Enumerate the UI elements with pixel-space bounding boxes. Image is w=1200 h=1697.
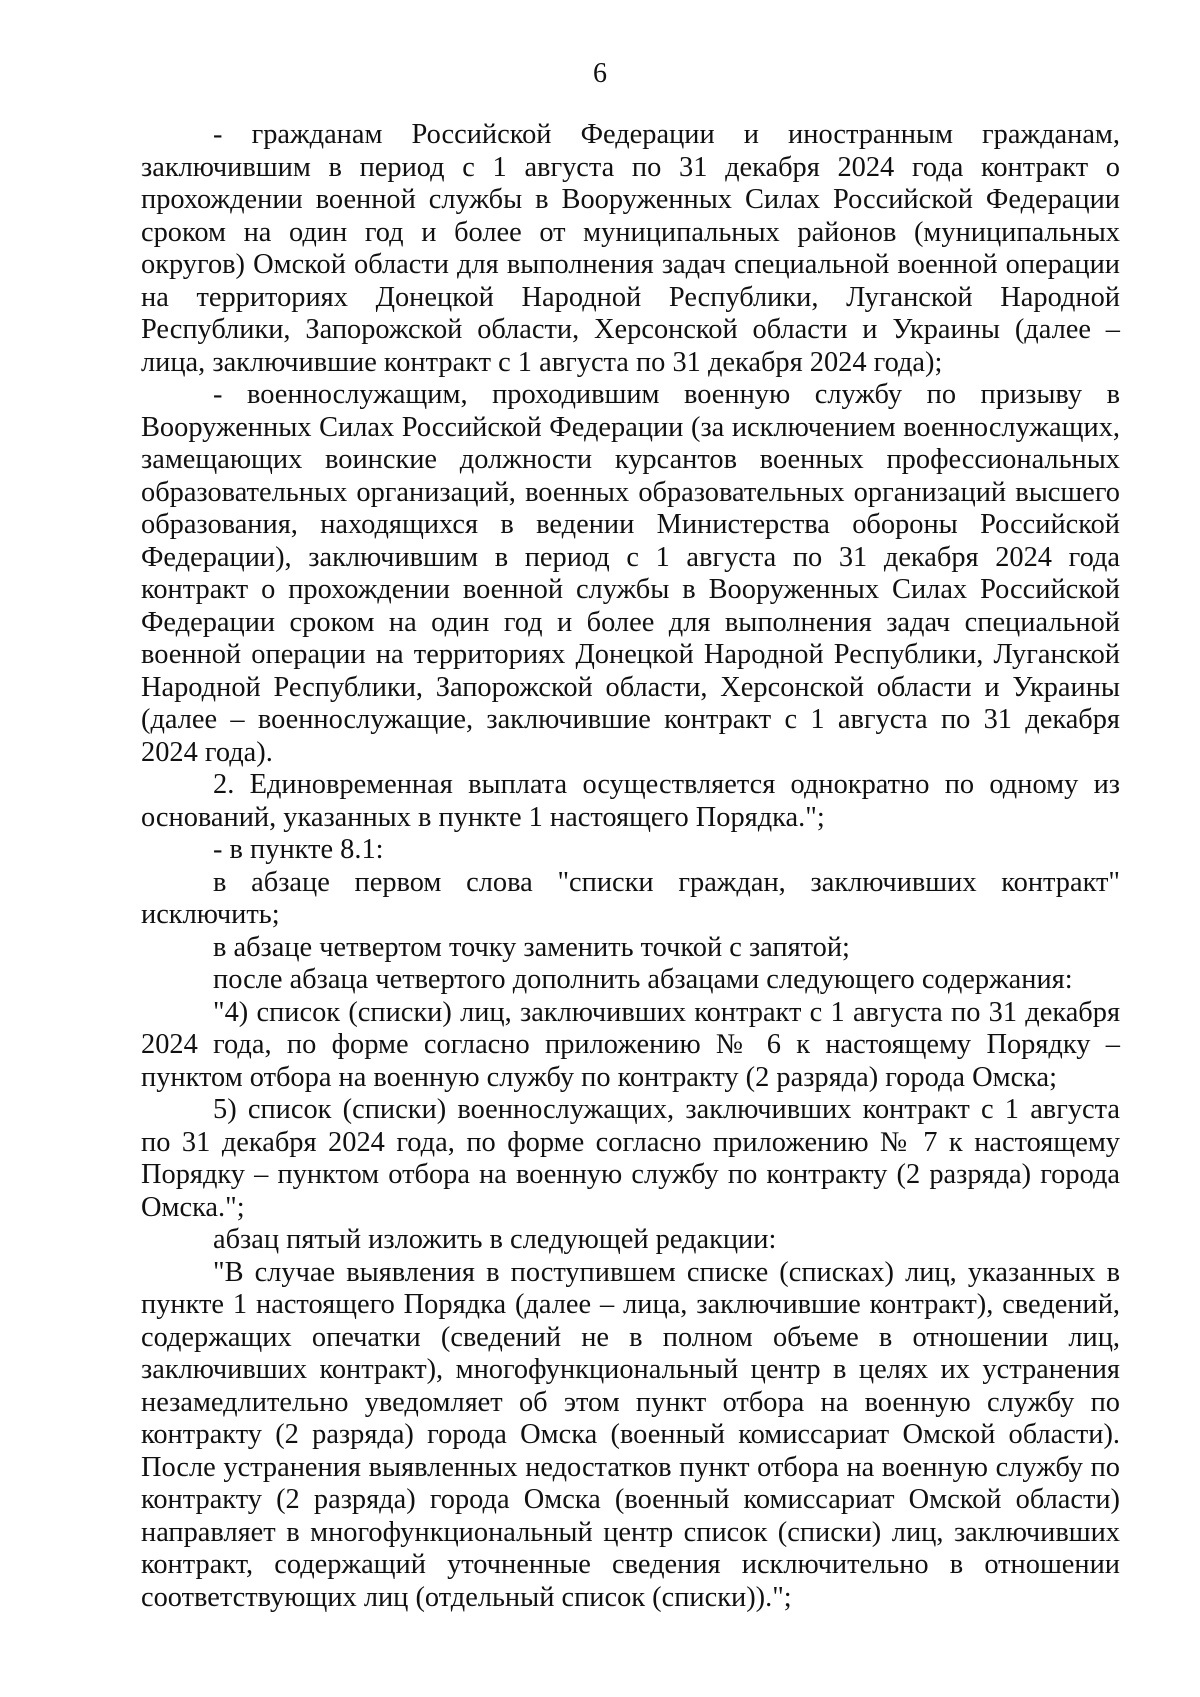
paragraph-item-2-single-payment: 2. Единовременная выплата осуществляется однократно по одному из оснований, указанных в пункте 1 настоящего Порядка."; <box>141 769 1120 833</box>
paragraph-fourth-abzats-amendment: в абзаце четвертом точку заменить точкой с запятой; <box>213 931 850 963</box>
paragraph-citizens-contract: - гражданам Российской Федерации и иностранным гражданам, заключившим в период с 1 августа по 31 декабря 2024 года контракт о прохождении военной службы в Вооруженных Силах Российской Федерации сроком на один год и более от муниципальных районов (муниципальных округов) Омской области для выполнения задач специальной военной операции на территориях Донецкой Народной Республики, Луганской Народной Республики, Запорожской области, Херсонской области и Украины (далее – лица, заключившие контракт с 1 августа по 31 декабря 2024 года); <box>141 119 1120 378</box>
paragraph-addition-intro: после абзаца четвертого дополнить абзацами следующего содержания: <box>213 964 1073 995</box>
paragraph-list-item-5: 5) список (списки) военнослужащих, заключивших контракт с 1 августа по 31 декабря 2024 года, по форме согласно приложению № 7 к настоящему Порядку – пунктом отбора на военную службу по контракту (2 разряда) города Омска."; <box>141 1094 1120 1223</box>
paragraph-list-item-4: "4) список (списки) лиц, заключивших контракт с 1 августа по 31 декабря 2024 года, по форме согласно приложению № 6 к настоящему Порядку – пунктом отбора на военную службу по контракту (2 разряда) города Омска; <box>141 996 1120 1093</box>
paragraph-fifth-abzats-new-text: "В случае выявления в поступившем списке (списках) лиц, указанных в пункте 1 настоящего Порядка (далее – лица, заключившие контракт), сведений, содержащих опечатки (сведений не в полном объеме в отношении лиц, заключивших контракт), многофункциональный центр в целях их устранения незамедлительно уведомляет об этом пункт отбора на военную службу по контракту (2 разряда) города Омска (военный комиссариат Омской области). После устранения выявленных недостатков пункт отбора на военную службу по контракту (2 разряда) города Омска (военный комиссариат Омской области) направляет в многофункциональный центр список (списки) лиц, заключивших контракт, содержащий уточненные сведения исключительно в отношении соответствующих лиц (отдельный список (списки))."; <box>141 1256 1120 1613</box>
paragraph-fifth-abzats-intro: абзац пятый изложить в следующей редакции: <box>213 1224 777 1255</box>
paragraph-clause-8-1: - в пункте 8.1: <box>213 834 384 865</box>
document-body <box>141 119 1120 1614</box>
page-number: 6 <box>593 58 607 89</box>
paragraph-conscripts-contract: - военнослужащим, проходившим военную службу по призыву в Вооруженных Силах Российской Федерации (за исключением военнослужащих, замещающих воинские должности курсантов военных профессиональных образовательных организаций, военных образовательных организаций высшего образования, находящихся в ведении Министерства обороны Российской Федерации), заключившим в период с 1 августа по 31 декабря 2024 года контракт о прохождении военной службы в Вооруженных Силах Российской Федерации сроком на один год и более для выполнения задач специальной военной операции на территориях Донецкой Народной Республики, Луганской Народной Республики, Запорожской области, Херсонской области и Украины (далее – военнослужащие, заключившие контракт с 1 августа по 31 декабря 2024 года). <box>141 379 1120 768</box>
paragraph-first-abzats-amendment: в абзаце первом слова "списки граждан, заключивших контракт" исключить; <box>141 866 1120 930</box>
